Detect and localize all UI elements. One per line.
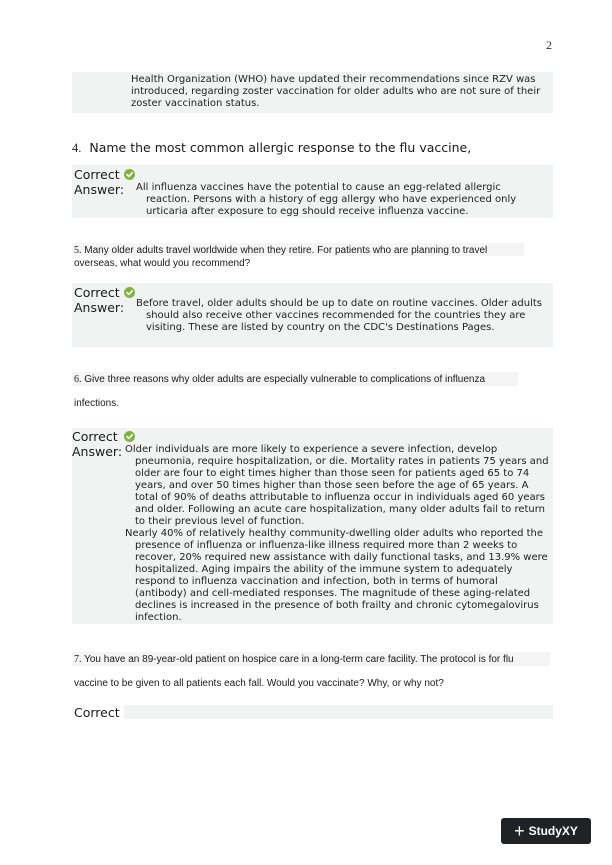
question-5 bbox=[74, 244, 544, 270]
answer-7-label: Correct bbox=[74, 705, 120, 720]
correct-label: Correct bbox=[74, 167, 120, 182]
question-6-line-1: Give three reasons why older adults are especially vulnerable to complications of influenza bbox=[84, 374, 486, 385]
answer-4-text: All influenza vaccines have the potential to cause an egg-related allergic reaction. Persons with a history of egg allergy who have experienced only urticaria after exposure to egg should receive influenza vaccine. bbox=[136, 182, 517, 217]
intro-answer-box bbox=[72, 72, 553, 113]
plus-icon: + bbox=[514, 821, 525, 841]
answer-4-label bbox=[74, 167, 135, 197]
answer-5-box bbox=[72, 283, 553, 347]
studyxy-logo-badge[interactable] bbox=[501, 818, 591, 844]
question-5-line-2: overseas, what would you recommend? bbox=[74, 258, 251, 269]
question-4 bbox=[72, 140, 552, 156]
answer-label: Answer: bbox=[74, 182, 125, 197]
answer-5-label bbox=[74, 285, 135, 315]
check-icon bbox=[124, 431, 135, 442]
check-icon bbox=[124, 287, 135, 298]
question-5-line-1: Many older adults travel worldwide when they retire. For patients who are planning to travel bbox=[84, 245, 488, 256]
question-7-line-2: vaccine to be given to all patients each fall. Would you vaccinate? Why, or why not? bbox=[74, 678, 444, 689]
question-7-line-1-row bbox=[74, 653, 554, 666]
answer-label: Answer: bbox=[74, 300, 125, 315]
question-6-line-1-row bbox=[74, 373, 544, 386]
answer-label: Answer: bbox=[72, 444, 123, 459]
answer-6-text bbox=[125, 444, 551, 624]
question-5-number: 5. bbox=[74, 245, 82, 256]
question-6-number: 6. bbox=[74, 374, 82, 385]
question-4-number: 4. bbox=[72, 141, 82, 155]
correct-label: Correct bbox=[72, 429, 118, 444]
brand-name: StudyXY bbox=[528, 824, 578, 838]
answer-4-box bbox=[72, 165, 553, 218]
answer-5-text: Before travel, older adults should be up to date on routine vaccines. Older adults should also receive other vaccines recommended for the countries they are visiting. These are listed by country on the CDC's Destinations Pages. bbox=[136, 298, 543, 333]
answer-7-box bbox=[124, 705, 553, 719]
page-number: 2 bbox=[546, 38, 552, 52]
question-4-text: Name the most common allergic response to the flu vaccine, bbox=[89, 140, 472, 155]
question-6-line-2: infections. bbox=[74, 398, 120, 409]
answer-6-paragraph-1: Older individuals are more likely to experience a severe infection, develop pneumonia, require hospitalization, or die. Mortality rates in patients 75 years and older are four to eight times higher than those seen for patients aged 65 to 74 years, and over 50 times higher than those seen before the age of 65 years. A total of 90% of deaths attributable to influenza occur in individuals aged 60 years and older. Following an acute care hospitalization, many older adults fail to return to their previous level of function. bbox=[125, 444, 549, 527]
answer-6-box bbox=[72, 428, 553, 624]
intro-answer-text: Health Organization (WHO) have updated their recommendations since RZV was introduced, regarding zoster vaccination for older adults who are not sure of their zoster vaccination status. bbox=[131, 74, 541, 109]
answer-6-paragraph-2: Nearly 40% of relatively healthy community-dwelling older adults who reported the presence of influenza or influenza-like illness required more than 2 weeks to recover, 20% required new assistance with daily functional tasks, and 13.9% were hospitalized. Aging impairs the ability of the immune system to adequately respond to influenza vaccination and infection, both in terms of humoral (antibody) and cell-mediated responses. The magnitude of these aging-related declines is increased in the presence of both frailty and chronic cytomegalovirus infection. bbox=[125, 528, 548, 623]
correct-label: Correct bbox=[74, 285, 120, 300]
question-7-line-1: You have an 89-year-old patient on hospice care in a long-term care facility. The protocol is for flu bbox=[84, 654, 514, 665]
question-7-number: 7. bbox=[74, 654, 82, 665]
check-icon bbox=[124, 169, 135, 180]
